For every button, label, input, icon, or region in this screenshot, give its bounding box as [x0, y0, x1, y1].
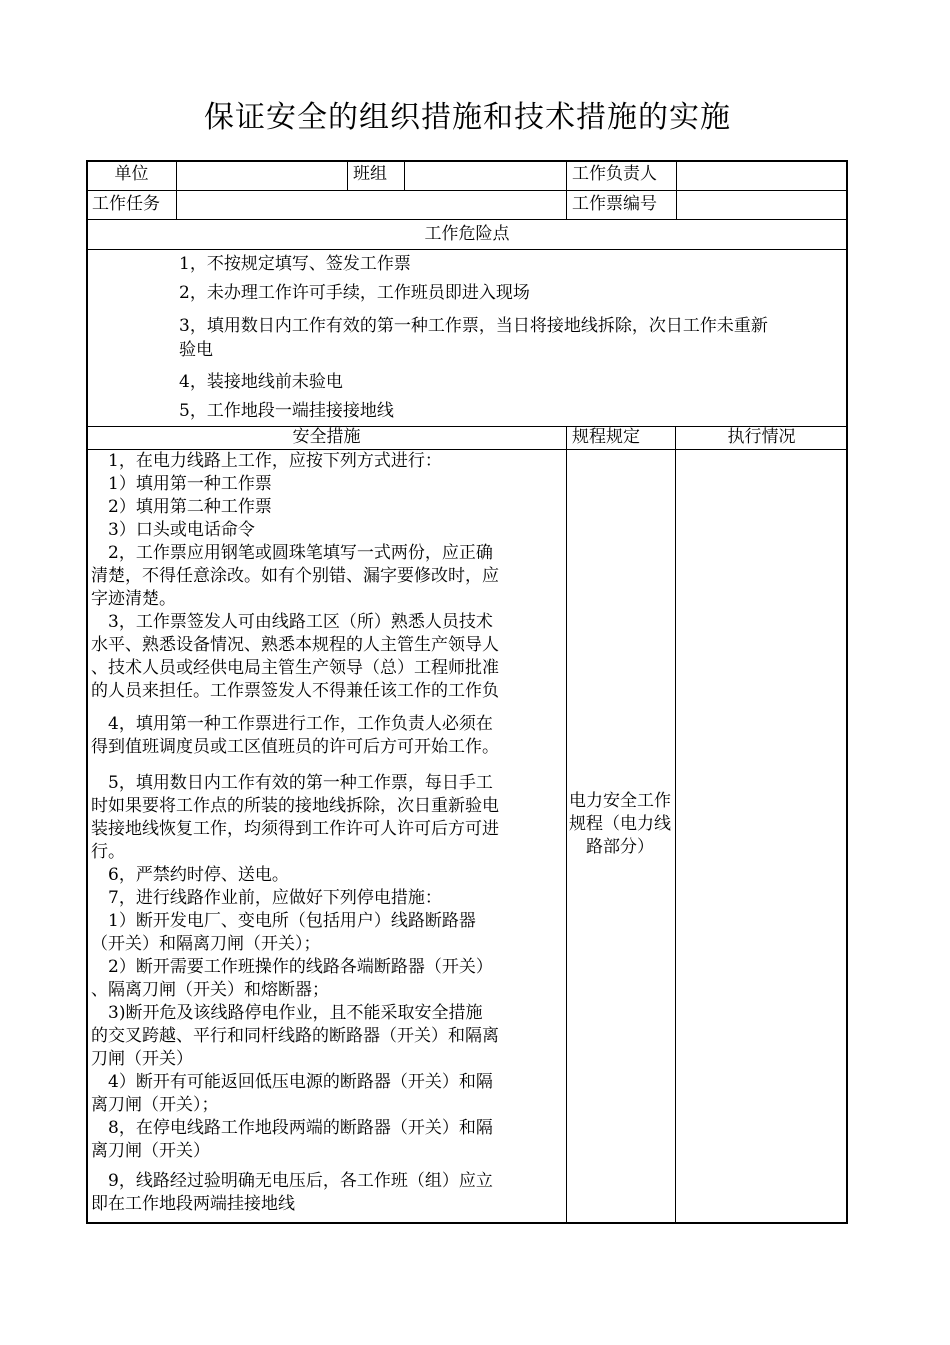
hazard-item: 5，工作地段一端挂接接地线 [179, 401, 394, 421]
measure-line: 装接地线恢复工作，均须得到工作许可人许可后方可进 [91, 819, 499, 839]
leader-label: 工作负责人 [572, 164, 657, 184]
measures-column-header: 安全措施 [292, 427, 361, 447]
measure-line: 行。 [91, 842, 125, 862]
hazard-item: 4，装接地线前未验电 [179, 372, 343, 392]
task-label: 工作任务 [92, 194, 160, 214]
measure-line: 2）断开需要工作班操作的线路各端断路器（开关） [91, 957, 493, 977]
measure-line: 时如果要将工作点的所装的接地线拆除，次日重新验电 [91, 796, 499, 816]
row-divider [87, 219, 847, 220]
status-cell[interactable] [676, 450, 847, 1222]
measure-line: 7，进行线路作业前，应做好下列停电措施： [91, 888, 442, 908]
measure-line: 的人员来担任。工作票签发人不得兼任该工作的工作负 [91, 681, 499, 701]
measure-line: 字迹清楚。 [91, 589, 176, 609]
leader-value[interactable] [677, 163, 847, 189]
row-divider [87, 190, 847, 191]
measure-line: 3)断开危及该线路停电作业，且不能采取安全措施 [91, 1003, 483, 1023]
measures-text [91, 713, 569, 759]
hazards-heading: 工作危险点 [424, 224, 510, 244]
measure-line: 刀闸（开关） [91, 1049, 193, 1069]
status-column-header: 执行情况 [727, 427, 796, 447]
measure-line: （开关）和隔离刀闸（开关）； [91, 934, 321, 954]
measure-line: 离刀闸（开关）； [91, 1095, 219, 1115]
measure-line: 得到值班调度员或工区值班员的许可后方可开始工作。 [91, 737, 499, 757]
measure-line: 1）填用第一种工作票 [91, 474, 272, 494]
measure-line: 5，填用数日内工作有效的第一种工作票，每日手工 [91, 773, 493, 793]
measure-line: 的交叉跨越、平行和同杆线路的断路器（开关）和隔离 [91, 1026, 499, 1046]
hazard-item: 验电 [179, 340, 213, 360]
team-label: 班组 [353, 164, 387, 184]
regulation-text: 电力安全工作规程（电力线路部分） [569, 791, 671, 857]
measure-line: 4）断开有可能返回低压电源的断路器（开关）和隔 [91, 1072, 493, 1092]
measure-line: 3）口头或电话命令 [91, 520, 255, 540]
measure-line: 6，严禁约时停、送电。 [91, 865, 289, 885]
measure-line: 1，在电力线路上工作，应按下列方式进行： [91, 451, 442, 471]
hazard-item: 3，填用数日内工作有效的第一种工作票，当日将接地线拆除，次日工作未重新 [179, 316, 768, 336]
unit-label: 单位 [114, 164, 149, 184]
ticket-number-value[interactable] [677, 193, 847, 218]
measure-line: 1）断开发电厂、变电所（包括用户）线路断路器 [91, 911, 476, 931]
ticket-number-label: 工作票编号 [572, 194, 657, 214]
measure-line: 清楚，不得任意涂改。如有个别错、漏字要修改时，应 [91, 566, 499, 586]
measure-line: 2，工作票应用钢笔或圆珠笔填写一式两份，应正确 [91, 543, 493, 563]
measure-line: 即在工作地段两端挂接地线 [91, 1194, 295, 1214]
measure-line: 离刀闸（开关） [91, 1141, 210, 1161]
measures-text [91, 772, 569, 1163]
page-title: 保证安全的组织措施和技术措施的实施 [204, 100, 731, 135]
hazard-item: 1，不按规定填写、签发工作票 [179, 254, 411, 274]
measure-line: 9，线路经过验明确无电压后，各工作班（组）应立 [91, 1171, 493, 1191]
measure-line: 水平、熟悉设备情况、熟悉本规程的人主管生产领导人 [91, 635, 499, 655]
regulation-column-header: 规程规定 [572, 427, 640, 447]
measure-line: 、技术人员或经供电局主管生产领导（总）工程师批准 [91, 658, 499, 678]
measure-line: 8，在停电线路工作地段两端的断路器（开关）和隔 [91, 1118, 493, 1138]
measure-line: 、隔离刀闸（开关）和熔断器； [91, 980, 329, 1000]
hazard-item: 2，未办理工作许可手续，工作班员即进入现场 [179, 283, 530, 303]
measure-line: 4，填用第一种工作票进行工作，工作负责人必须在 [91, 714, 493, 734]
measures-text [91, 450, 569, 703]
measures-text [91, 1170, 569, 1216]
unit-value[interactable] [177, 163, 347, 189]
team-value[interactable] [405, 163, 566, 189]
measure-line: 3，工作票签发人可由线路工区（所）熟悉人员技术 [91, 612, 493, 632]
row-divider [87, 249, 847, 250]
task-value[interactable] [177, 193, 566, 218]
measure-line: 2）填用第二种工作票 [91, 497, 272, 517]
